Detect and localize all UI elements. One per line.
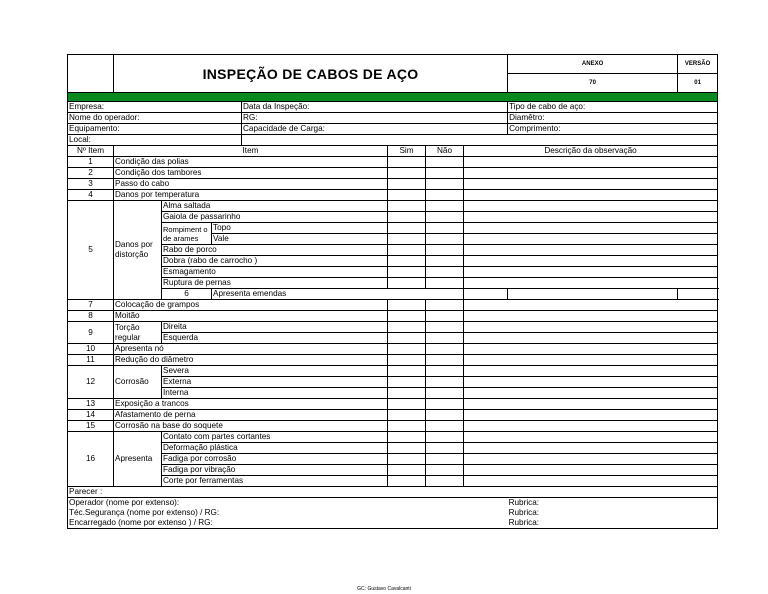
sim-cell[interactable] (388, 454, 426, 465)
table-row (68, 168, 718, 179)
sim-cell[interactable] (388, 223, 426, 234)
item-number: 3 (68, 179, 114, 190)
item-label: Condição das polias (114, 157, 388, 168)
encarregado-rubrica[interactable]: Rubrica: (508, 518, 718, 529)
nao-cell[interactable] (508, 289, 678, 300)
obra-field[interactable]: Obra: (68, 93, 718, 102)
nao-cell[interactable] (426, 443, 464, 454)
tipo-cabo-field[interactable]: Tipo de cabo de aço: (508, 102, 718, 113)
col-num-header: Nº Item (68, 146, 114, 157)
table-row (68, 421, 718, 432)
obs-cell[interactable] (464, 168, 718, 179)
nao-cell[interactable] (426, 333, 464, 344)
subitem-label: Gaiola de passarinho (162, 212, 388, 223)
subitem-label: Vale (212, 234, 388, 245)
item-number: 12 (68, 366, 114, 399)
table-row (68, 190, 718, 201)
obs-cell[interactable] (464, 201, 718, 212)
col-sim-header: Sim (388, 146, 426, 157)
data-inspecao-field[interactable]: Data da Inspeção: (242, 102, 508, 113)
obs-cell[interactable] (464, 432, 718, 443)
nao-cell[interactable] (426, 190, 464, 201)
col-obs-header: Descrição da observação (464, 146, 718, 157)
obs-cell[interactable] (464, 212, 718, 223)
table-row (68, 300, 718, 311)
sim-cell[interactable] (388, 421, 426, 432)
obs-cell[interactable] (464, 377, 718, 388)
parecer-field[interactable]: Parecer : (68, 487, 718, 498)
item-number: 6 (162, 289, 212, 300)
item-group-label: Corrosão (114, 366, 162, 399)
sim-cell[interactable] (388, 344, 426, 355)
obs-cell[interactable] (464, 410, 718, 421)
obs-cell[interactable] (464, 465, 718, 476)
nao-cell[interactable] (426, 366, 464, 377)
obs-cell[interactable] (464, 245, 718, 256)
anexo-label: ANEXO (508, 55, 678, 74)
item-number: 5 (68, 201, 114, 300)
footer-credit: GC: Gustavo Cavalcanti (357, 586, 411, 592)
subitem-label: Interna (162, 388, 388, 399)
comprimento-field[interactable]: Comprimento: (508, 124, 718, 135)
inspection-form (67, 54, 717, 529)
nao-cell[interactable] (426, 201, 464, 212)
anexo-value: 70 (508, 74, 678, 93)
subitem-label: Fadiga por corrosão (162, 454, 388, 465)
capacidade-field[interactable]: Capacidade de Carga: (242, 124, 508, 135)
obs-cell[interactable] (464, 234, 718, 245)
table-row (68, 157, 718, 168)
subitem-label: Rabo de porco (162, 245, 388, 256)
subitem-label: Esquerda (162, 333, 388, 344)
item-label: Passo do cabo (114, 179, 388, 190)
item-number: 14 (68, 410, 114, 421)
item-group-label: Danos por distorção (114, 201, 162, 300)
tec-seguranca-rubrica[interactable]: Rubrica: (508, 508, 718, 518)
item-number: 7 (68, 300, 114, 311)
nao-cell[interactable] (426, 168, 464, 179)
subitem-label: Externa (162, 377, 388, 388)
item-number: 9 (68, 322, 114, 344)
nao-cell[interactable] (426, 179, 464, 190)
obs-cell[interactable] (464, 179, 718, 190)
col-item-header: Item (114, 146, 388, 157)
nao-cell[interactable] (426, 300, 464, 311)
nao-cell[interactable] (426, 223, 464, 234)
sim-cell[interactable] (388, 476, 426, 487)
item-number: 1 (68, 157, 114, 168)
nao-cell[interactable] (426, 377, 464, 388)
table-row (68, 399, 718, 410)
sim-cell[interactable] (388, 168, 426, 179)
empresa-field[interactable]: Empresa: (68, 102, 242, 113)
nao-cell[interactable] (426, 421, 464, 432)
table-row (68, 201, 718, 212)
nao-cell[interactable] (426, 432, 464, 443)
item-label: Condição dos tambores (114, 168, 388, 179)
sim-cell[interactable] (388, 366, 426, 377)
obs-cell[interactable] (464, 421, 718, 432)
tec-seguranca-field[interactable]: Téc.Segurança (nome por extenso) / RG: (68, 508, 508, 518)
operador-rubrica[interactable]: Rubrica: (508, 498, 718, 509)
obs-cell[interactable] (464, 344, 718, 355)
obs-cell[interactable] (464, 157, 718, 168)
table-row (68, 344, 718, 355)
item-label: Moitão (114, 311, 388, 322)
sim-cell[interactable] (388, 432, 426, 443)
subitem-label: Deformação plástica (162, 443, 388, 454)
sim-cell[interactable] (388, 256, 426, 267)
item-group-label: Apresenta (114, 432, 162, 487)
obs-cell[interactable] (464, 443, 718, 454)
sim-cell[interactable] (388, 311, 426, 322)
obs-cell[interactable] (464, 300, 718, 311)
nao-cell[interactable] (426, 465, 464, 476)
sim-cell[interactable] (388, 333, 426, 344)
obs-cell[interactable] (464, 267, 718, 278)
sim-cell[interactable] (388, 355, 426, 366)
table-row (68, 366, 718, 377)
subitem-label: Direita (162, 322, 388, 333)
sim-cell[interactable] (388, 179, 426, 190)
sim-cell[interactable] (388, 234, 426, 245)
nao-cell[interactable] (426, 278, 464, 289)
item-label: Colocação de grampos (114, 300, 388, 311)
page-title: INSPEÇÃO DE CABOS DE AÇO (114, 55, 508, 93)
form-table (67, 54, 718, 529)
table-row (68, 432, 718, 443)
item-number: 4 (68, 190, 114, 201)
sim-cell[interactable] (388, 388, 426, 399)
obs-cell[interactable] (464, 256, 718, 267)
sim-cell[interactable] (388, 377, 426, 388)
table-row (68, 311, 718, 322)
nao-cell[interactable] (426, 344, 464, 355)
sim-cell[interactable] (388, 443, 426, 454)
sim-cell[interactable] (388, 212, 426, 223)
sim-cell[interactable] (388, 410, 426, 421)
item-number: 13 (68, 399, 114, 410)
col-nao-header: Não (426, 146, 464, 157)
subitem-label: Fadiga por vibração (162, 465, 388, 476)
versao-label: VERSÃO (678, 55, 718, 74)
obs-cell[interactable] (464, 333, 718, 344)
obs-cell[interactable] (464, 190, 718, 201)
item-label: Apresenta nó (114, 344, 388, 355)
nome-operador-field[interactable]: Nome do operador: (68, 113, 242, 124)
operador-field[interactable]: Operador (nome por extenso): (68, 498, 508, 509)
nao-cell[interactable] (426, 256, 464, 267)
item-label: Corrosão na base do soquete (114, 421, 388, 432)
local-empty (242, 135, 718, 146)
item-label: Danos por temperatura (114, 190, 388, 201)
sim-cell[interactable] (388, 201, 426, 212)
item-label: Redução do diâmetro (114, 355, 388, 366)
obs-cell[interactable] (678, 289, 718, 300)
obs-cell[interactable] (464, 366, 718, 377)
obs-cell[interactable] (464, 454, 718, 465)
obs-cell[interactable] (464, 388, 718, 399)
item-label: Apresenta emendas (212, 289, 464, 300)
nao-cell[interactable] (426, 267, 464, 278)
sim-cell[interactable] (388, 157, 426, 168)
logo-cell (68, 55, 114, 93)
nao-cell[interactable] (426, 157, 464, 168)
nao-cell[interactable] (426, 234, 464, 245)
sim-cell[interactable] (388, 190, 426, 201)
item-number: 8 (68, 311, 114, 322)
sim-cell[interactable] (388, 322, 426, 333)
sim-cell[interactable] (388, 300, 426, 311)
obs-cell[interactable] (464, 322, 718, 333)
subitem-label: Severa (162, 366, 388, 377)
item-number: 15 (68, 421, 114, 432)
nao-cell[interactable] (426, 212, 464, 223)
item-number: 10 (68, 344, 114, 355)
encarregado-field[interactable]: Encarregado (nome por extenso ) / RG: (68, 518, 508, 529)
rg-field[interactable]: RG: (242, 113, 508, 124)
obs-cell[interactable] (464, 476, 718, 487)
item-group-label: Torção regular (114, 322, 162, 344)
obs-cell[interactable] (464, 355, 718, 366)
nao-cell[interactable] (426, 355, 464, 366)
subitem-label: Alma saltada (162, 201, 388, 212)
sim-cell[interactable] (388, 465, 426, 476)
nao-cell[interactable] (426, 399, 464, 410)
obs-cell[interactable] (464, 223, 718, 234)
sim-cell[interactable] (388, 399, 426, 410)
item-number: 2 (68, 168, 114, 179)
obs-cell[interactable] (464, 399, 718, 410)
sim-cell[interactable] (388, 278, 426, 289)
nao-cell[interactable] (426, 388, 464, 399)
versao-value: 01 (678, 74, 718, 93)
obs-cell[interactable] (464, 278, 718, 289)
nao-cell[interactable] (426, 454, 464, 465)
item-label: Afastamento de perna (114, 410, 388, 421)
item-number: 11 (68, 355, 114, 366)
subitem-label: Corte por ferramentas (162, 476, 388, 487)
subitem-label: Dobra (rabo de carrocho ) (162, 256, 388, 267)
subitem-label: Topo (212, 223, 388, 234)
subitem-label: Ruptura de pernas (162, 278, 388, 289)
sim-cell[interactable] (464, 289, 508, 300)
nao-cell[interactable] (426, 476, 464, 487)
table-row (68, 179, 718, 190)
subitem-label: Contato com partes cortantes (162, 432, 388, 443)
item-number: 16 (68, 432, 114, 487)
table-row (68, 355, 718, 366)
equipamento-field[interactable]: Equipamento: (68, 124, 242, 135)
subitem-label: Esmagamento (162, 267, 388, 278)
diametro-field[interactable]: Diamêtro: (508, 113, 718, 124)
nao-cell[interactable] (426, 245, 464, 256)
nao-cell[interactable] (426, 311, 464, 322)
nao-cell[interactable] (426, 322, 464, 333)
local-field[interactable]: Local: (68, 135, 242, 146)
table-row (68, 322, 718, 333)
sim-cell[interactable] (388, 267, 426, 278)
subitem-label: Rompiment o de arames (162, 223, 212, 245)
item-label: Exposição a trancos (114, 399, 388, 410)
obs-cell[interactable] (464, 311, 718, 322)
table-row (68, 410, 718, 421)
table-row (68, 289, 718, 300)
sim-cell[interactable] (388, 245, 426, 256)
nao-cell[interactable] (426, 410, 464, 421)
